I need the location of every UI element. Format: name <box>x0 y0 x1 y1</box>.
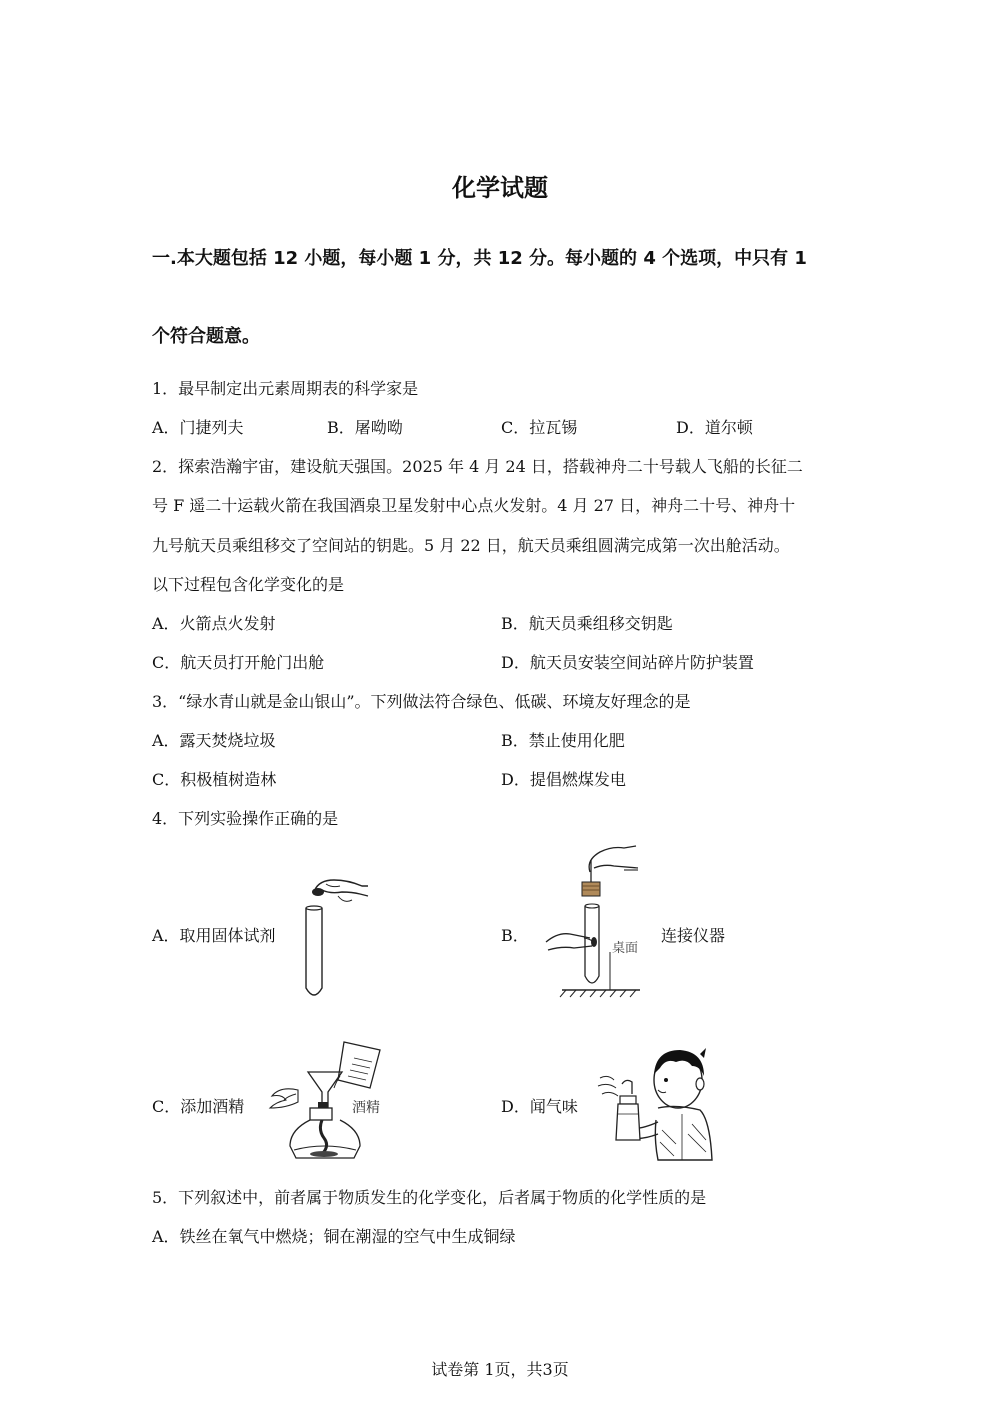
question-1-option-a: A．门捷列夫 <box>152 418 244 437</box>
question-2-stem-line-2: 号 F 遥二十运载火箭在我国酒泉卫星发射中心点火发射。4 月 27 日，神舟二十号、神舟十 <box>152 496 796 515</box>
question-5-option-a: A．铁丝在氧气中燃烧；铜在潮湿的空气中生成铜绿 <box>152 1227 516 1246</box>
question-4-option-b: B． <box>501 926 529 945</box>
question-3-option-c: C．积极植树造林 <box>152 770 277 789</box>
question-2-option-b: B．航天员乘组移交钥匙 <box>501 614 673 633</box>
question-3-option-b: B．禁止使用化肥 <box>501 731 625 750</box>
question-4-stem: 4．下列实验操作正确的是 <box>152 809 339 828</box>
question-1-option-d: D．道尔顿 <box>676 418 753 437</box>
question-3-option-d: D．提倡燃煤发电 <box>501 770 626 789</box>
connect-apparatus-illustration <box>540 842 646 998</box>
question-2-option-a: A．火箭点火发射 <box>152 614 276 633</box>
section-heading-line-2: 个符合题意。 <box>152 326 260 347</box>
take-solid-reagent-illustration <box>296 870 376 1000</box>
question-4-option-c: C．添加酒精 <box>152 1097 245 1116</box>
question-4-option-d: D．闻气味 <box>501 1097 578 1116</box>
alcohol-label: 酒精 <box>352 1100 380 1116</box>
add-alcohol-illustration <box>262 1038 392 1164</box>
question-4-option-a: A．取用固体试剂 <box>152 926 276 945</box>
question-1-option-c: C．拉瓦锡 <box>501 418 578 437</box>
question-1-stem: 1．最早制定出元素周期表的科学家是 <box>152 379 419 398</box>
smell-odor-illustration <box>596 1044 718 1164</box>
question-2-stem-line-3: 九号航天员乘组移交了空间站的钥匙。5 月 22 日，航天员乘组圆满完成第一次出舱活动。 <box>152 536 790 555</box>
page-footer: 试卷第 1页，共3页 <box>431 1360 569 1379</box>
question-2-option-d: D．航天员安装空间站碎片防护装置 <box>501 653 754 672</box>
question-2-stem-line-1: 2．探索浩瀚宇宙，建设航天强国。2025 年 4 月 24 日，搭载神舟二十号载人飞船的长征二 <box>152 457 803 476</box>
question-2-stem-line-4: 以下过程包含化学变化的是 <box>152 575 345 594</box>
page-title: 化学试题 <box>452 174 548 202</box>
question-3-option-a: A．露天焚烧垃圾 <box>152 731 276 750</box>
question-2-option-c: C．航天员打开舱门出舱 <box>152 653 325 672</box>
question-4-option-b-label: 连接仪器 <box>661 926 726 945</box>
question-3-stem: 3．“绿水青山就是金山银山”。下列做法符合绿色、低碳、环境友好理念的是 <box>152 692 691 711</box>
desk-label: 桌面 <box>612 941 639 956</box>
question-1-option-b: B．屠呦呦 <box>327 418 403 437</box>
question-5-stem: 5．下列叙述中，前者属于物质发生的化学变化，后者属于物质的化学性质的是 <box>152 1188 707 1207</box>
section-heading-line-1: 一.本大题包括 12 小题，每小题 1 分，共 12 分。每小题的 4 个选项，中只有 1 <box>152 248 807 269</box>
